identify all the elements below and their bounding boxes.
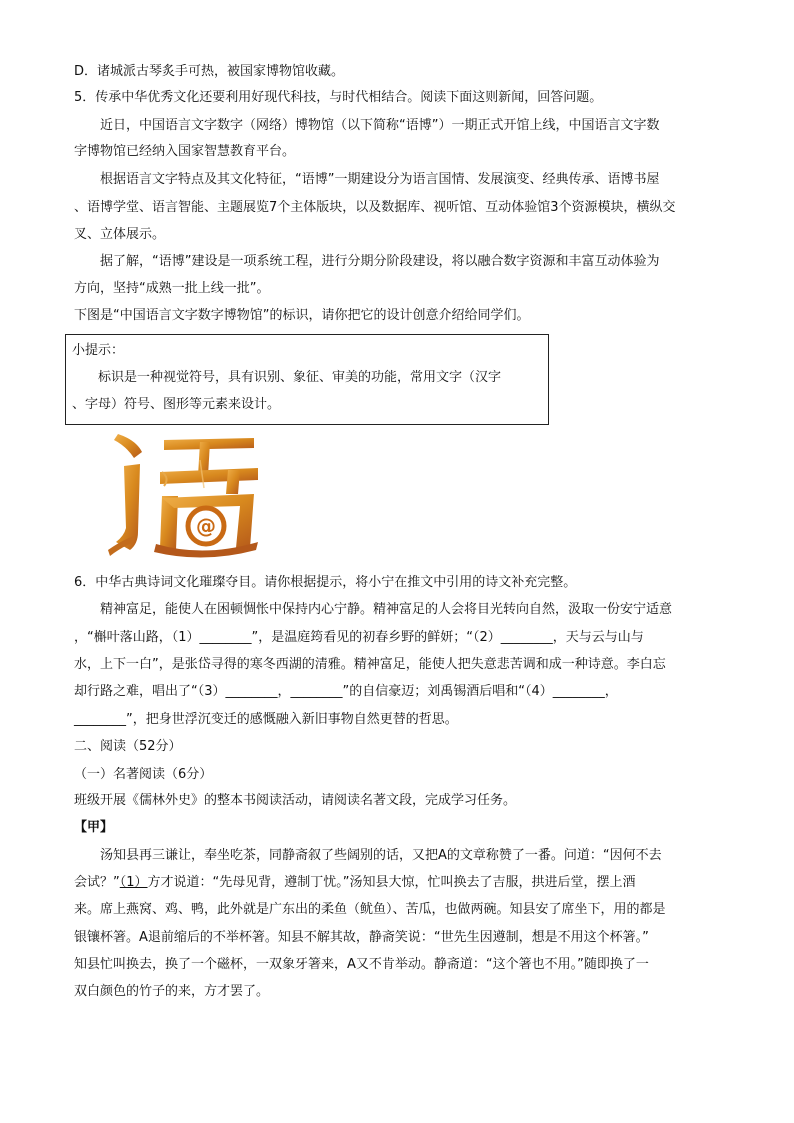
section2-sub1: （一）名著阅读（6分） — [74, 767, 213, 782]
passage-blank-1: （1） — [119, 875, 148, 890]
hint-line1: 标识是一种视觉符号，具有识别、象征、审美的功能，常用文字（汉字 — [98, 370, 502, 385]
hint-title: 小提示： — [72, 343, 125, 358]
section2-title: 二、阅读（52分） — [74, 739, 182, 754]
logo-at-symbol: @ — [196, 514, 216, 538]
hint-box — [65, 334, 549, 425]
q5-news-p3-line1: 据了解，“语博”建设是一项系统工程，进行分期分阶段建设，将以融合数字资源和丰富互动体验为 — [100, 254, 660, 269]
section2-intro: 班级开展《儒林外史》的整本书阅读活动，请阅读名著文段，完成学习任务。 — [74, 793, 517, 808]
q5-task: 下图是“中国语言文字数字博物馆”的标识，请你把它的设计创意介绍给同学们。 — [74, 308, 530, 323]
passage-line6: 双白颜色的竹子的来，方才罢了。 — [74, 984, 270, 999]
passage-line2 — [74, 873, 636, 893]
q5-stem: 5．传承中华优秀文化还要利用好现代科技，与时代相结合。阅读下面这则新闻，回答问题。 — [74, 90, 603, 105]
q5-news-p2-line1: 根据语言文字特点及其文化特征，“语博”一期建设分为语言国情、发展演变、经典传承、语博书屋 — [100, 172, 660, 187]
q6-stem: 6．中华古典诗词文化璀璨夺目。请你根据提示，将小宁在推文中引用的诗文补充完整。 — [74, 575, 577, 590]
passage-line5: 知县忙叫换去，换了一个磁杯，一双象牙箸来，A又不肯举动。静斋道：“这个箸也不用。”随即换了一 — [74, 957, 649, 972]
q5-news-p2-line2: 、语博学堂、语言智能、主题展览7个主体版块，以及数据库、视听馆、互动体验馆3个资源模块，横纵交 — [74, 200, 676, 215]
q6-line4: 却行路之难，唱出了“（3）________，________”的自信豪迈；刘禹锡酒后唱和“（4）________， — [74, 684, 618, 699]
passage-line4: 银镶杯箸。A退前缩后的不举杯箸。知县不解其故，静斋笑说：“世先生因遵制，想是不用这个杯箸。” — [74, 930, 649, 945]
passage-jia-label: 【甲】 — [74, 820, 114, 835]
q6-line2: ，“槲叶落山路，（1）________”，是温庭筠看见的初春乡野的鲜妍；“（2）________，天与云与山与 — [74, 630, 644, 645]
passage-line1: 汤知县再三谦让，奉坐吃茶，同静斋叙了些阔别的话，又把A的文章称赞了一番。问道：“因何不去 — [100, 848, 662, 863]
q6-line5: ________”，把身世浮沉变迁的感慨融入新旧事物自然更替的哲思。 — [74, 712, 458, 727]
q6-line3: 水，上下一白”，是张岱寻得的寒冬西湖的清雅。精神富足，能使人把失意悲苦调和成一种诗意。李白忘 — [74, 657, 666, 672]
hint-line2: 、字母）符号、图形等元素来设计。 — [72, 397, 281, 412]
q5-news-p1-line1: 近日，中国语言文字数字（网络）博物馆（以下简称“语博”）一期正式开馆上线，中国语言文字数 — [100, 118, 660, 133]
museum-logo — [104, 432, 264, 560]
passage-line3: 来。席上燕窝、鸡、鸭，此外就是广东出的柔鱼（鱿鱼）、苦瓜，也做两碗。知县安了席坐下，用的都是 — [74, 902, 666, 917]
q5-news-p2-line3: 叉、立体展示。 — [74, 227, 166, 242]
passage-line2-a: 会试？” — [74, 875, 120, 890]
passage-line2-b: 方才说道：“先母见背，遵制丁忧。”汤知县大惊，忙叫换去了吉服，拱进后堂，摆上酒 — [147, 875, 636, 890]
q6-line1: 精神富足，能使人在困顿惆怅中保持内心宁静。精神富足的人会将目光转向自然，汲取一份安宁适意 — [100, 602, 673, 617]
q4-option-d: D．诸城派古琴炙手可热，被国家博物馆收藏。 — [74, 64, 345, 79]
q5-news-p3-line2: 方向，坚持“成熟一批上线一批”。 — [74, 281, 270, 296]
q5-news-p1-line2: 字博物馆已经纳入国家智慧教育平台。 — [74, 144, 296, 159]
